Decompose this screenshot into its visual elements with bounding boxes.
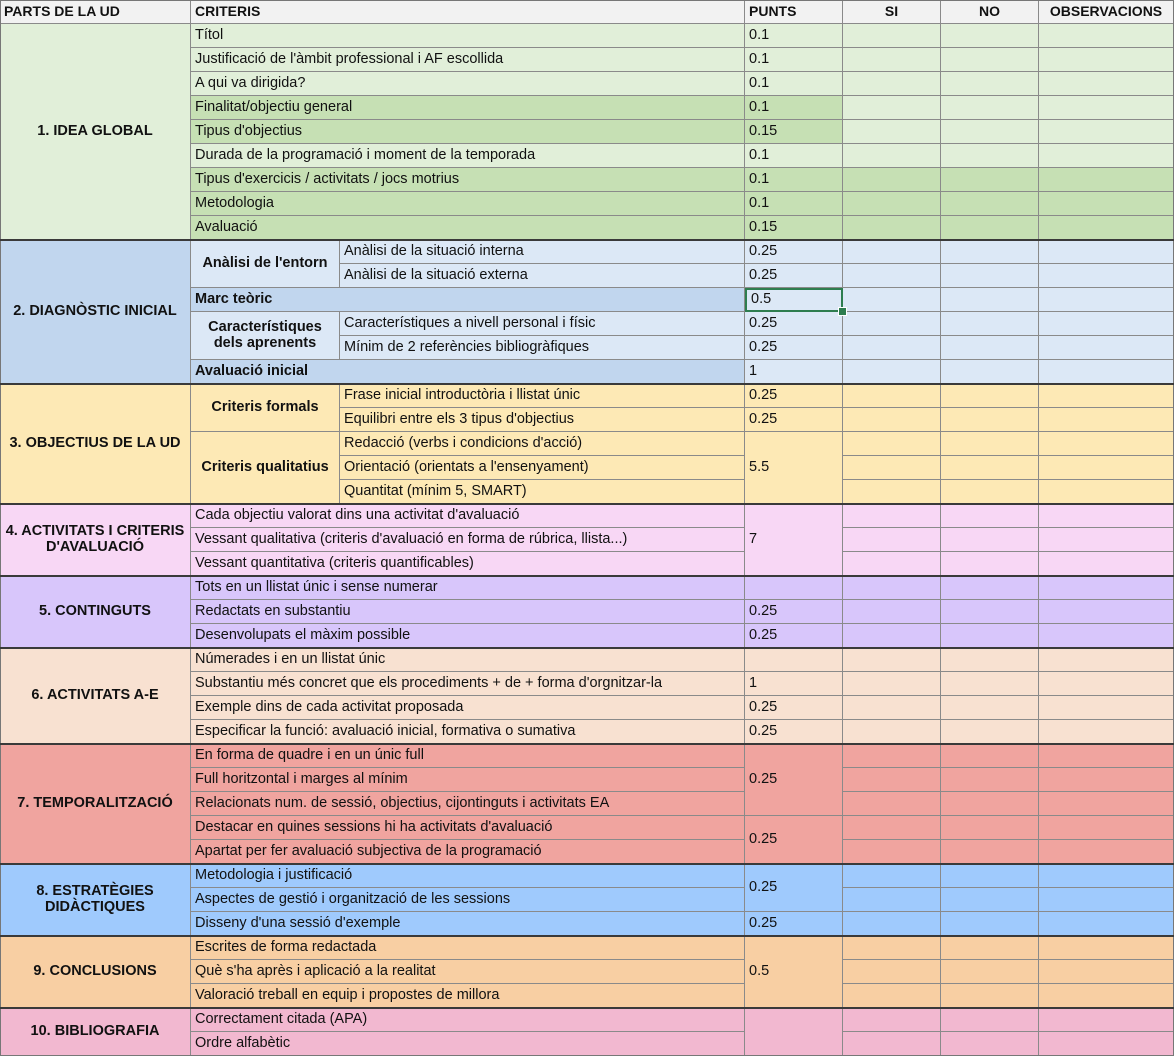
cell-observacions[interactable] [1039,312,1174,336]
cell-no[interactable] [941,648,1039,672]
criteri-cell[interactable]: Substantiu més concret que els procediments + de + forma d'orgnitzar-la [191,672,745,696]
punts-cell[interactable]: 0.25 [745,720,843,744]
cell-si[interactable] [843,384,941,408]
cell-no[interactable] [941,672,1039,696]
cell-no[interactable] [941,816,1039,840]
cell-observacions[interactable] [1039,264,1174,288]
cell-no[interactable] [941,576,1039,600]
cell-si[interactable] [843,960,941,984]
cell-si[interactable] [843,936,941,960]
section-label[interactable]: 4. ACTIVITATS I CRITERIS D'AVALUACIÓ [0,504,191,576]
punts-cell[interactable]: 0.25 [745,600,843,624]
cell-no[interactable] [941,336,1039,360]
cell-observacions[interactable] [1039,120,1174,144]
criteri-cell[interactable]: Què s'ha après i aplicació a la realitat [191,960,745,984]
cell-no[interactable] [941,888,1039,912]
criteri-cell[interactable]: Desenvolupats el màxim possible [191,624,745,648]
cell-observacions[interactable] [1039,768,1174,792]
punts-cell[interactable]: 0.5 [745,288,843,312]
cell-observacions[interactable] [1039,432,1174,456]
cell-observacions[interactable] [1039,456,1174,480]
cell-si[interactable] [843,528,941,552]
cell-observacions[interactable] [1039,1008,1174,1032]
cell-no[interactable] [941,24,1039,48]
cell-no[interactable] [941,744,1039,768]
punts-cell[interactable]: 0.25 [745,408,843,432]
cell-si[interactable] [843,144,941,168]
cell-observacions[interactable] [1039,24,1174,48]
criteri-cell[interactable]: Tots en un llistat únic i sense numerar [191,576,745,600]
criteri-cell[interactable]: Correctament citada (APA) [191,1008,745,1032]
criteri-cell[interactable]: Númerades i en un llistat únic [191,648,745,672]
criteri-cell[interactable]: Disseny d'una sessió d'exemple [191,912,745,936]
criteri-cell[interactable]: Metodologia [191,192,745,216]
punts-cell[interactable]: 0.5 [745,936,843,1008]
punts-cell[interactable]: 0.1 [745,48,843,72]
cell-si[interactable] [843,432,941,456]
header-si: SI [843,0,941,24]
punts-cell[interactable]: 0.25 [745,816,843,864]
punts-cell[interactable]: 0.25 [745,864,843,912]
punts-cell[interactable]: 0.15 [745,120,843,144]
cell-no[interactable] [941,528,1039,552]
cell-observacions[interactable] [1039,648,1174,672]
cell-observacions[interactable] [1039,1032,1174,1056]
punts-cell[interactable]: 0.25 [745,696,843,720]
criteri-cell[interactable]: Característiques a nivell personal i físic [340,312,745,336]
cell-no[interactable] [941,288,1039,312]
criteri-cell[interactable]: Cada objectiu valorat dins una activitat d'avaluació [191,504,745,528]
cell-no[interactable] [941,624,1039,648]
criteri-cell[interactable]: Equilibri entre els 3 tipus d'objectius [340,408,745,432]
cell-si[interactable] [843,216,941,240]
subsection-label[interactable]: Característiques dels aprenents [191,312,340,360]
cell-si[interactable] [843,288,941,312]
section-label[interactable]: 2. DIAGNÒSTIC INICIAL [0,240,191,384]
section-separator [0,935,1174,937]
criteri-cell[interactable]: Aspectes de gestió i organització de les sessions [191,888,745,912]
cell-no[interactable] [941,960,1039,984]
cell-si[interactable] [843,672,941,696]
cell-observacions[interactable] [1039,960,1174,984]
cell-si[interactable] [843,912,941,936]
cell-observacions[interactable] [1039,576,1174,600]
punts-cell[interactable] [745,576,843,600]
cell-observacions[interactable] [1039,936,1174,960]
criteri-cell[interactable]: Avaluació [191,216,745,240]
cell-observacions[interactable] [1039,672,1174,696]
cell-observacions[interactable] [1039,912,1174,936]
cell-si[interactable] [843,192,941,216]
punts-cell[interactable]: 0.25 [745,240,843,264]
section-label[interactable]: 9. CONCLUSIONS [0,936,191,1008]
section-label[interactable]: 10. BIBLIOGRAFIA [0,1008,191,1056]
section-separator [0,239,1174,241]
cell-observacions[interactable] [1039,792,1174,816]
punts-cell[interactable]: 0.1 [745,192,843,216]
cell-si[interactable] [843,48,941,72]
criteri-cell[interactable]: Vessant quantitativa (criteris quantificables) [191,552,745,576]
cell-no[interactable] [941,768,1039,792]
punts-cell[interactable]: 1 [745,360,843,384]
cell-si[interactable] [843,816,941,840]
punts-cell[interactable]: 0.25 [745,624,843,648]
criteri-cell[interactable]: En forma de quadre i en un únic full [191,744,745,768]
cell-observacions[interactable] [1039,888,1174,912]
criteri-cell[interactable]: Relacionats num. de sessió, objectius, cijontinguts i activitats EA [191,792,745,816]
cell-si[interactable] [843,456,941,480]
criteri-cell[interactable]: Especificar la funció: avaluació inicial, formativa o sumativa [191,720,745,744]
criteri-cell[interactable]: Avaluació inicial [191,360,745,384]
cell-observacions[interactable] [1039,552,1174,576]
cell-no[interactable] [941,1032,1039,1056]
cell-no[interactable] [941,408,1039,432]
cell-si[interactable] [843,864,941,888]
punts-cell[interactable]: 0.1 [745,144,843,168]
section-separator [0,647,1174,649]
criteri-cell[interactable]: Frase inicial introductòria i llistat únic [340,384,745,408]
cell-observacions[interactable] [1039,216,1174,240]
cell-no[interactable] [941,480,1039,504]
criteri-cell[interactable]: Mínim de 2 referències bibliogràfiques [340,336,745,360]
cell-si[interactable] [843,360,941,384]
cell-si[interactable] [843,24,941,48]
punts-cell[interactable]: 1 [745,672,843,696]
section-separator [0,743,1174,745]
cell-no[interactable] [941,72,1039,96]
criteri-cell[interactable]: Ordre alfabètic [191,1032,745,1056]
section-label[interactable]: 1. IDEA GLOBAL [0,24,191,240]
cell-no[interactable] [941,1008,1039,1032]
criteri-cell[interactable]: Anàlisi de la situació externa [340,264,745,288]
cell-si[interactable] [843,720,941,744]
cell-observacions[interactable] [1039,744,1174,768]
punts-cell[interactable]: 0.25 [745,912,843,936]
cell-observacions[interactable] [1039,360,1174,384]
punts-cell[interactable]: 0.1 [745,72,843,96]
punts-cell[interactable]: 0.15 [745,216,843,240]
cell-si[interactable] [843,120,941,144]
criteri-cell[interactable]: Finalitat/objectiu general [191,96,745,120]
cell-no[interactable] [941,168,1039,192]
criteri-cell[interactable]: Títol [191,24,745,48]
criteri-cell[interactable]: Durada de la programació i moment de la temporada [191,144,745,168]
cell-no[interactable] [941,48,1039,72]
criteri-cell[interactable]: Redactats en substantiu [191,600,745,624]
section-label[interactable]: 8. ESTRATÈGIES DIDÀCTIQUES [0,864,191,936]
cell-observacions[interactable] [1039,696,1174,720]
cell-observacions[interactable] [1039,504,1174,528]
criteri-cell[interactable]: Valoració treball en equip i propostes de millora [191,984,745,1008]
cell-si[interactable] [843,504,941,528]
cell-observacions[interactable] [1039,240,1174,264]
header-criteris: CRITERIS [191,0,745,24]
cell-observacions[interactable] [1039,336,1174,360]
cell-si[interactable] [843,576,941,600]
cell-observacions[interactable] [1039,600,1174,624]
cell-observacions[interactable] [1039,840,1174,864]
criteri-cell[interactable]: Quantitat (mínim 5, SMART) [340,480,745,504]
cell-si[interactable] [843,240,941,264]
cell-no[interactable] [941,312,1039,336]
criteri-cell[interactable]: Exemple dins de cada activitat proposada [191,696,745,720]
cell-observacions[interactable] [1039,96,1174,120]
cell-no[interactable] [941,552,1039,576]
cell-si[interactable] [843,264,941,288]
cell-si[interactable] [843,96,941,120]
punts-cell[interactable]: 0.1 [745,24,843,48]
criteri-cell[interactable]: Redacció (verbs i condicions d'acció) [340,432,745,456]
punts-cell[interactable]: 7 [745,504,843,576]
section-separator [0,503,1174,505]
criteri-cell[interactable]: Apartat per fer avaluació subjectiva de la programació [191,840,745,864]
cell-si[interactable] [843,408,941,432]
cell-no[interactable] [941,600,1039,624]
cell-observacions[interactable] [1039,480,1174,504]
punts-cell[interactable]: 0.25 [745,264,843,288]
criteri-cell[interactable]: Full horitzontal i marges al mínim [191,768,745,792]
cell-no[interactable] [941,144,1039,168]
cell-observacions[interactable] [1039,72,1174,96]
header-observacions: OBSERVACIONS [1039,0,1174,24]
section-label[interactable]: 7. TEMPORALITZACIÓ [0,744,191,864]
cell-no[interactable] [941,696,1039,720]
cell-si[interactable] [843,552,941,576]
criteri-cell[interactable]: Orientació (orientats a l'ensenyament) [340,456,745,480]
cell-si[interactable] [843,744,941,768]
cell-no[interactable] [941,504,1039,528]
subsection-label[interactable]: Criteris formals [191,384,340,432]
cell-no[interactable] [941,792,1039,816]
punts-cell[interactable]: 0.25 [745,336,843,360]
fill-handle[interactable] [838,307,847,316]
cell-no[interactable] [941,984,1039,1008]
cell-no[interactable] [941,936,1039,960]
criteri-cell[interactable]: Destacar en quines sessions hi ha activitats d'avaluació [191,816,745,840]
cell-observacions[interactable] [1039,48,1174,72]
section-separator [0,863,1174,865]
cell-no[interactable] [941,216,1039,240]
subsection-label[interactable]: Criteris qualitatius [191,432,340,504]
punts-cell[interactable]: 5.5 [745,432,843,504]
cell-observacions[interactable] [1039,816,1174,840]
cell-observacions[interactable] [1039,288,1174,312]
section-separator [0,1007,1174,1009]
criteri-cell[interactable]: Tipus d'exercicis / activitats / jocs motrius [191,168,745,192]
cell-no[interactable] [941,360,1039,384]
criteri-cell[interactable]: Escrites de forma redactada [191,936,745,960]
cell-observacions[interactable] [1039,720,1174,744]
cell-si[interactable] [843,600,941,624]
cell-si[interactable] [843,336,941,360]
criteri-cell[interactable]: Tipus d'objectius [191,120,745,144]
punts-cell[interactable]: 0.1 [745,168,843,192]
cell-no[interactable] [941,384,1039,408]
punts-cell[interactable]: 0.25 [745,312,843,336]
cell-observacions[interactable] [1039,168,1174,192]
criteri-cell[interactable]: A qui va dirigida? [191,72,745,96]
cell-observacions[interactable] [1039,528,1174,552]
cell-si[interactable] [843,984,941,1008]
section-label[interactable]: 6. ACTIVITATS A-E [0,648,191,744]
cell-no[interactable] [941,96,1039,120]
cell-no[interactable] [941,264,1039,288]
cell-si[interactable] [843,792,941,816]
cell-si[interactable] [843,72,941,96]
cell-si[interactable] [843,1032,941,1056]
cell-si[interactable] [843,168,941,192]
cell-no[interactable] [941,720,1039,744]
cell-no[interactable] [941,912,1039,936]
cell-si[interactable] [843,648,941,672]
criteri-cell[interactable]: Anàlisi de la situació interna [340,240,745,264]
criteri-cell[interactable]: Vessant qualitativa (criteris d'avaluació en forma de rúbrica, llista...) [191,528,745,552]
cell-observacions[interactable] [1039,864,1174,888]
punts-cell[interactable]: 0.25 [745,384,843,408]
header-parts: PARTS DE LA UD [0,0,191,24]
subsection-label[interactable]: Anàlisi de l'entorn [191,240,340,288]
punts-cell[interactable] [745,648,843,672]
cell-si[interactable] [843,480,941,504]
punts-cell[interactable]: 0.25 [745,744,843,816]
section-label[interactable]: 3. OBJECTIUS DE LA UD [0,384,191,504]
cell-no[interactable] [941,120,1039,144]
cell-observacions[interactable] [1039,384,1174,408]
section-label[interactable]: 5. CONTINGUTS [0,576,191,648]
cell-observacions[interactable] [1039,144,1174,168]
cell-no[interactable] [941,864,1039,888]
punts-cell[interactable] [745,1008,843,1056]
cell-si[interactable] [843,696,941,720]
cell-si[interactable] [843,888,941,912]
cell-no[interactable] [941,840,1039,864]
cell-si[interactable] [843,624,941,648]
cell-observacions[interactable] [1039,984,1174,1008]
cell-observacions[interactable] [1039,624,1174,648]
section-separator [0,575,1174,577]
cell-si[interactable] [843,840,941,864]
cell-no[interactable] [941,192,1039,216]
punts-cell[interactable]: 0.1 [745,96,843,120]
criteri-cell[interactable]: Justificació de l'àmbit professional i AF escollida [191,48,745,72]
header-punts: PUNTS [745,0,843,24]
cell-observacions[interactable] [1039,408,1174,432]
cell-observacions[interactable] [1039,192,1174,216]
cell-no[interactable] [941,456,1039,480]
criteri-cell[interactable]: Metodologia i justificació [191,864,745,888]
header-no: NO [941,0,1039,24]
criteri-cell[interactable]: Marc teòric [191,288,745,312]
cell-si[interactable] [843,1008,941,1032]
section-separator [0,383,1174,385]
cell-no[interactable] [941,240,1039,264]
cell-si[interactable] [843,768,941,792]
cell-si[interactable] [843,312,941,336]
cell-no[interactable] [941,432,1039,456]
